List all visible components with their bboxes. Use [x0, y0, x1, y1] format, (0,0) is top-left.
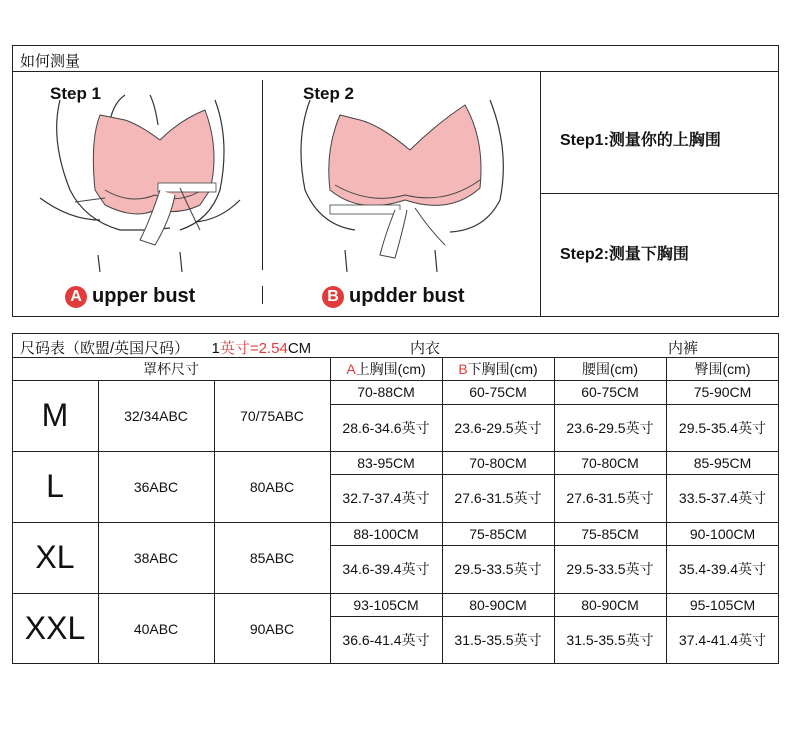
instruction-divider [540, 193, 779, 194]
table-title [20, 337, 311, 358]
upper-bust-header-text: 上胸围(cm) [355, 360, 426, 377]
size-label: L [46, 468, 64, 504]
step-divider-small [262, 286, 263, 304]
hip-cm: 90-100CM [689, 525, 756, 542]
under-in: 29.5-33.5英寸 [454, 561, 542, 577]
eu-size: 80ABC [249, 478, 295, 495]
step2-illustration [285, 80, 525, 275]
step-divider [262, 80, 263, 270]
upper-in: 34.6-39.4英寸 [342, 561, 430, 577]
hip-cm: 75-90CM [693, 384, 752, 400]
step2-label: Step 2 [303, 84, 355, 103]
waist-header: 腰围(cm) [582, 360, 638, 377]
under-in: 27.6-31.5英寸 [454, 490, 542, 506]
upper-in: 28.6-34.6英寸 [342, 419, 430, 436]
step1-illustration [30, 80, 255, 275]
uk-size: 38ABC [133, 549, 179, 566]
hip-in: 35.4-39.4英寸 [678, 561, 767, 577]
under-cm: 60-75CM [469, 384, 527, 400]
upper-bust-header [330, 357, 442, 380]
panty-label: 内裤 [668, 340, 699, 357]
hip-in: 33.5-37.4英寸 [678, 490, 767, 506]
upper-in: 36.6-41.4英寸 [342, 632, 430, 648]
under-bust-header [442, 357, 554, 380]
step2-badge: B [322, 286, 344, 308]
illustration-instruction-divider [540, 71, 541, 317]
cup-size-header: 罩杯尺寸 [143, 360, 199, 377]
hip-in: 29.5-35.4英寸 [678, 419, 767, 436]
bra-label: 内衣 [410, 340, 441, 357]
uk-size: 36ABC [133, 478, 179, 495]
step1-caption [65, 285, 195, 308]
waist-in: 29.5-33.5英寸 [566, 561, 654, 577]
under-bust-mark: B [458, 360, 468, 377]
step1-label: Step 1 [50, 84, 102, 103]
waist-in: 23.6-29.5英寸 [566, 419, 654, 436]
waist-in: 31.5-35.5英寸 [566, 632, 654, 648]
table-title-text: 尺码表（欧盟/英国尺码） [20, 340, 190, 357]
conversion-red: 英寸=2.54 [219, 340, 288, 357]
step2-caption [322, 285, 465, 308]
under-cm: 70-80CM [469, 454, 527, 471]
size-label: M [41, 397, 69, 433]
uk-size: 40ABC [133, 620, 179, 637]
upper-bust-mark: A [346, 360, 356, 377]
waist-cm: 75-85CM [581, 525, 639, 542]
upper-cm: 88-100CM [353, 525, 419, 542]
upper-cm: 83-95CM [357, 454, 415, 471]
upper-cm: 93-105CM [353, 596, 419, 613]
eu-size: 70/75ABC [240, 407, 304, 424]
instruction-step2: Step2:测量下胸围 [560, 246, 689, 263]
upper-in: 32.7-37.4英寸 [342, 490, 430, 506]
hip-header: 臀围(cm) [694, 360, 751, 377]
hip-in: 37.4-41.4英寸 [678, 632, 767, 648]
upper-cm: 70-88CM [357, 384, 415, 400]
under-bust-header-text: 下胸围(cm) [467, 360, 538, 377]
hip-cm: 85-95CM [693, 454, 752, 471]
step1-badge: A [65, 286, 87, 308]
eu-size: 85ABC [249, 549, 295, 566]
waist-cm: 60-75CM [581, 384, 639, 400]
conversion-suffix: CM [287, 340, 312, 357]
hip-cm: 95-105CM [689, 596, 756, 613]
under-cm: 80-90CM [469, 596, 527, 613]
eu-size: 90ABC [249, 620, 295, 637]
uk-size: 32/34ABC [124, 407, 188, 424]
waist-cm: 70-80CM [581, 454, 639, 471]
under-cm: 75-85CM [469, 525, 527, 542]
step2-caption-text: updder bust [349, 285, 465, 307]
size-label: XXL [24, 610, 86, 646]
instruction-step1: Step1:测量你的上胸围 [560, 132, 721, 149]
under-in: 23.6-29.5英寸 [454, 419, 542, 436]
measure-header: 如何测量 [20, 53, 81, 70]
waist-cm: 80-90CM [581, 596, 639, 613]
conversion-prefix: 1 [211, 340, 220, 357]
under-in: 31.5-35.5英寸 [454, 632, 542, 648]
waist-in: 27.6-31.5英寸 [566, 490, 654, 506]
measure-header-divider [12, 71, 779, 72]
step1-caption-text: upper bust [92, 285, 196, 307]
size-label: XL [35, 539, 75, 575]
